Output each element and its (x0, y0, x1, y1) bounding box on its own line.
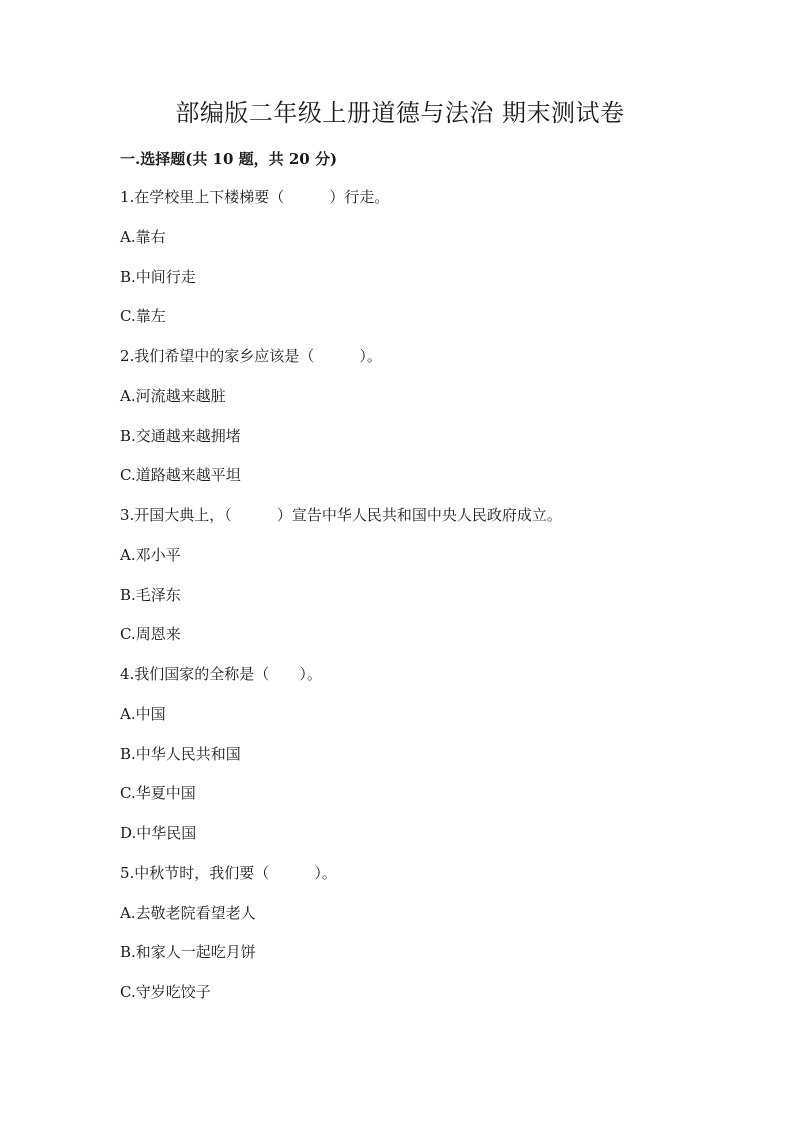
question-4-option-d: D.中华民国 (120, 824, 197, 842)
question-1-option-a: A.靠右 (120, 227, 166, 246)
question-3-option-b: B.毛泽东 (120, 585, 181, 604)
section-heading: 一.选择题(共 10 题，共 20 分) (120, 150, 338, 168)
question-4-option-b: B.中华人民共和国 (120, 744, 241, 763)
question-4-stem: 4.我们国家的全称是（ ）。 (120, 665, 322, 683)
question-2-option-a: A.河流越来越脏 (120, 386, 226, 405)
question-2-option-c: C.道路越来越平坦 (120, 466, 241, 485)
question-5-stem: 5.中秋节时，我们要（ ）。 (120, 863, 337, 882)
question-list (120, 186, 740, 1021)
question-4-option-a: A.中国 (120, 704, 166, 723)
page-title: 部编版二年级上册道德与法治 期末测试卷 (175, 99, 625, 127)
question-5-option-a: A.去敬老院看望老人 (120, 903, 256, 922)
question-3-option-c: C.周恩来 (120, 625, 181, 644)
question-5-option-b: B.和家人一起吃月饼 (120, 943, 256, 962)
question-3-option-a: A.邓小平 (120, 545, 181, 564)
question-2-option-b: B.交通越来越拥堵 (120, 426, 241, 445)
question-5-option-c: C.守岁吃饺子 (120, 983, 211, 1001)
question-2-stem: 2.我们希望中的家乡应该是（ ）。 (120, 347, 382, 365)
question-3-stem: 3.开国大典上，（ ）宣告中华人民共和国中央人民政府成立。 (120, 506, 562, 524)
question-1-stem: 1.在学校里上下楼梯要（ ）行走。 (120, 188, 390, 206)
question-1-option-c: C.靠左 (120, 307, 166, 326)
question-4-option-c: C.华夏中国 (120, 784, 196, 803)
question-1-option-b: B.中间行走 (120, 267, 196, 286)
